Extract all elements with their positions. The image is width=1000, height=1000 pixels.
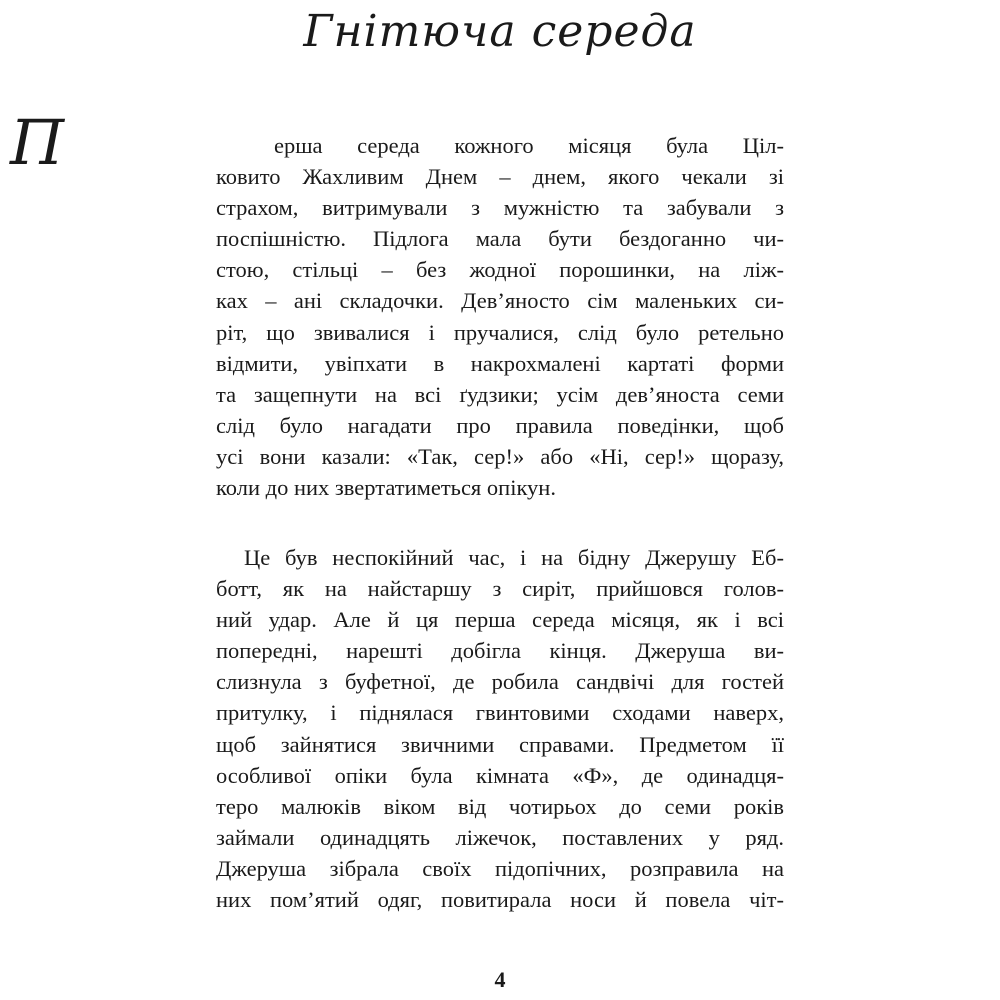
text-line: попередні, нарешті добігла кінця. Джеруша ви-: [216, 638, 784, 664]
text-line: притулку, і піднялася гвинтовими сходами наверх,: [216, 700, 784, 726]
text-line: ерша середа кожного місяця була Цiл-: [274, 133, 784, 158]
text-line: займали одинадцять ліжечок, поставлених у ряд.: [216, 824, 784, 850]
paragraph-1: [216, 130, 784, 503]
text-line: ріт, що звивалися і пручалися, слід було ретельно: [216, 319, 784, 345]
text-line: ках – ані складочки. Дев’яносто сім маленьких си-: [216, 288, 784, 314]
text-line: слизнула з буфетної, де робила сандвічі для гостей: [216, 669, 784, 695]
text-line: особливої опіки була кімната «Ф», де одинадця-: [216, 762, 784, 788]
paragraph-2: [216, 542, 784, 915]
text-line: ботт, як на найстаршу з сиріт, прийшовся голов-: [216, 576, 784, 602]
text-line: ний удар. Але й ця перша середа місяця, як і всі: [216, 607, 784, 633]
text-line: Це був неспокійний час, і на бідну Джерушу Еб-: [244, 545, 784, 570]
text-line: слід було нагадати про правила поведінки, щоб: [216, 412, 784, 438]
page-number: 4: [494, 967, 506, 992]
text-line: теро малюків віком від чотирьох до семи років: [216, 793, 784, 819]
text-line: та защепнути на всі ґудзики; усім дев’яноста семи: [216, 381, 784, 407]
text-line: щоб зайнятися звичними справами. Предметом її: [216, 731, 784, 757]
drop-cap: П: [10, 106, 65, 179]
text-line: Джеруша зібрала своїх підопічних, розправила на: [216, 855, 784, 881]
chapter-title: Гнітюча середа: [303, 6, 697, 57]
text-line: поспішністю. Підлога мала бути бездоганно чи-: [216, 226, 784, 252]
text-line: страхом, витримували з мужністю та забували з: [216, 195, 784, 221]
text-line: них пом’ятий одяг, повитирала носи й повела чіт-: [216, 887, 784, 913]
text-line: коли до них звертатиметься опікун.: [216, 475, 556, 501]
text-line: стою, стільці – без жодної порошинки, на ліж-: [216, 257, 784, 283]
text-line: відмити, увіпхати в накрохмалені картаті форми: [216, 350, 784, 376]
text-line: ковито Жахливим Днем – днем, якого чекали зі: [216, 164, 784, 190]
text-line: усі вони казали: «Так, сер!» або «Ні, сер!» щоразу,: [216, 443, 784, 469]
